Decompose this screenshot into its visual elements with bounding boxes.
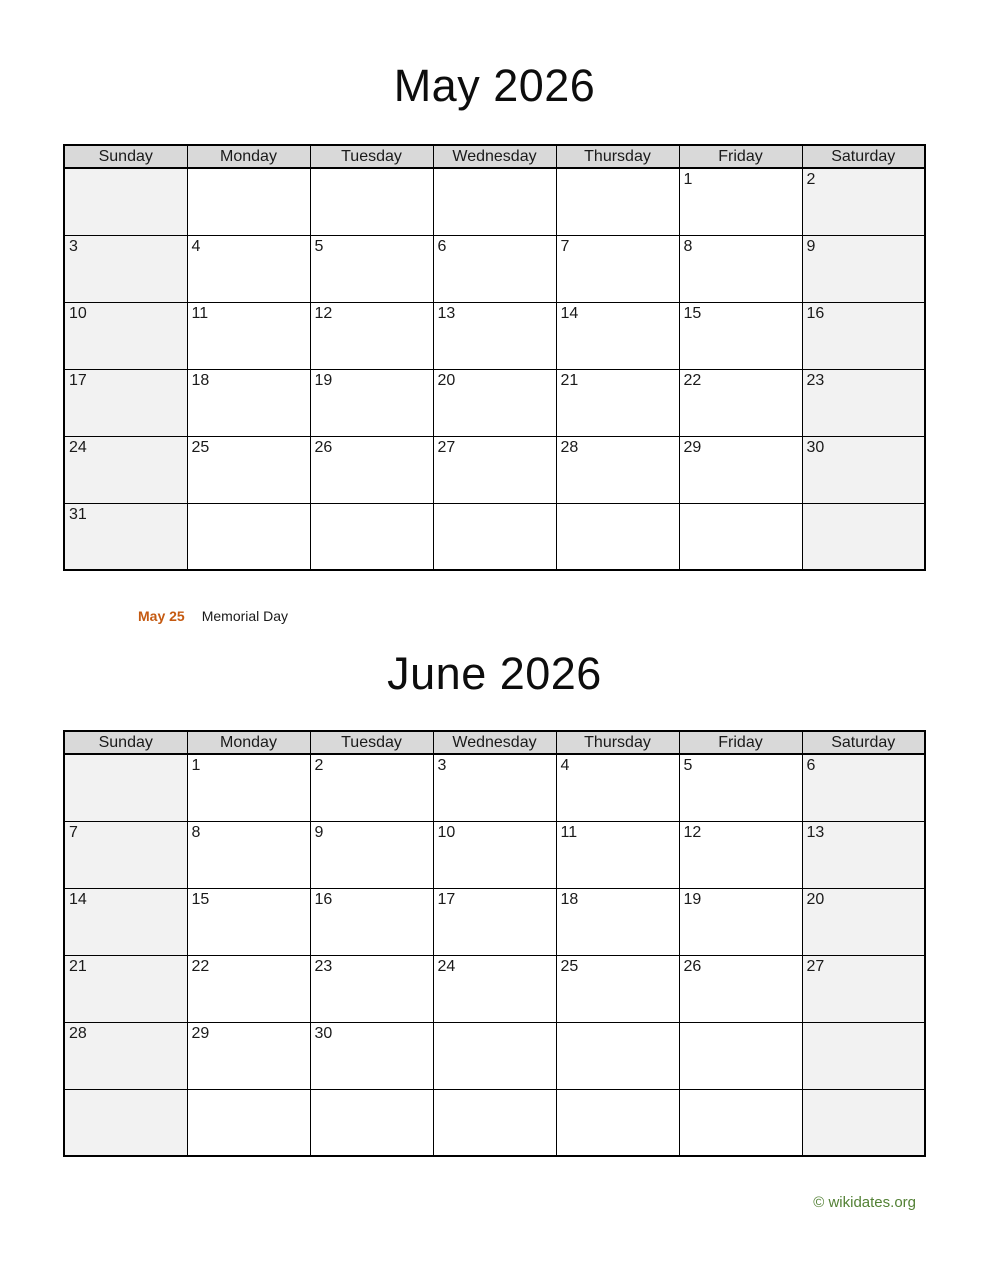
weekday-header-friday: Friday (679, 145, 802, 168)
day-cell-may-15: 15 (679, 302, 802, 369)
day-cell-may-14: 14 (556, 302, 679, 369)
day-cell-june-30: 30 (310, 1022, 433, 1089)
day-cell-empty (310, 503, 433, 570)
day-cell-may-19: 19 (310, 369, 433, 436)
week-row (64, 754, 925, 821)
holiday-date-label: May 25 (138, 608, 185, 624)
holiday-note (138, 606, 288, 626)
weekday-header-row (64, 145, 925, 168)
month-title-june: June 2026 (387, 648, 602, 699)
week-row (64, 1022, 925, 1089)
day-cell-june-19: 19 (679, 888, 802, 955)
day-cell-may-7: 7 (556, 235, 679, 302)
weekday-header-monday: Monday (187, 145, 310, 168)
day-cell-june-16: 16 (310, 888, 433, 955)
weekday-header-sunday: Sunday (64, 731, 187, 754)
week-row (64, 955, 925, 1022)
day-cell-may-30: 30 (802, 436, 925, 503)
day-cell-empty (556, 168, 679, 235)
day-cell-empty (64, 168, 187, 235)
day-cell-may-1: 1 (679, 168, 802, 235)
day-cell-june-15: 15 (187, 888, 310, 955)
weekday-header-row (64, 731, 925, 754)
day-cell-may-26: 26 (310, 436, 433, 503)
day-cell-june-8: 8 (187, 821, 310, 888)
day-cell-june-11: 11 (556, 821, 679, 888)
day-cell-june-22: 22 (187, 955, 310, 1022)
day-cell-empty (187, 503, 310, 570)
day-cell-may-5: 5 (310, 235, 433, 302)
day-cell-may-24: 24 (64, 436, 187, 503)
day-cell-may-4: 4 (187, 235, 310, 302)
month-title-may: May 2026 (393, 60, 596, 111)
day-cell-june-5: 5 (679, 754, 802, 821)
day-cell-june-18: 18 (556, 888, 679, 955)
day-cell-june-23: 23 (310, 955, 433, 1022)
day-cell-may-2: 2 (802, 168, 925, 235)
weekday-header-sunday: Sunday (64, 145, 187, 168)
day-cell-june-9: 9 (310, 821, 433, 888)
weekday-header-monday: Monday (187, 731, 310, 754)
weekday-header-friday: Friday (679, 731, 802, 754)
day-cell-may-6: 6 (433, 235, 556, 302)
weekday-header-thursday: Thursday (556, 145, 679, 168)
week-row (64, 888, 925, 955)
day-cell-june-17: 17 (433, 888, 556, 955)
day-cell-may-17: 17 (64, 369, 187, 436)
week-row (64, 302, 925, 369)
weekday-header-saturday: Saturday (802, 731, 925, 754)
day-cell-june-20: 20 (802, 888, 925, 955)
month-table-june (63, 730, 926, 1157)
footer-credit-link[interactable]: © wikidates.org (813, 1194, 916, 1211)
weekday-header-wednesday: Wednesday (433, 731, 556, 754)
day-cell-june-1: 1 (187, 754, 310, 821)
day-cell-empty (433, 1089, 556, 1156)
day-cell-june-10: 10 (433, 821, 556, 888)
day-cell-empty (64, 1089, 187, 1156)
day-cell-june-13: 13 (802, 821, 925, 888)
day-cell-empty (802, 1022, 925, 1089)
day-cell-empty (556, 1089, 679, 1156)
day-cell-june-25: 25 (556, 955, 679, 1022)
weekday-header-saturday: Saturday (802, 145, 925, 168)
day-cell-may-9: 9 (802, 235, 925, 302)
day-cell-june-4: 4 (556, 754, 679, 821)
day-cell-empty (556, 1022, 679, 1089)
day-cell-may-21: 21 (556, 369, 679, 436)
day-cell-empty (310, 168, 433, 235)
week-row (64, 436, 925, 503)
day-cell-may-18: 18 (187, 369, 310, 436)
day-cell-june-3: 3 (433, 754, 556, 821)
day-cell-may-10: 10 (64, 302, 187, 369)
day-cell-may-25: 25 (187, 436, 310, 503)
week-row (64, 168, 925, 235)
day-cell-june-24: 24 (433, 955, 556, 1022)
day-cell-may-13: 13 (433, 302, 556, 369)
weekday-header-tuesday: Tuesday (310, 731, 433, 754)
week-row (64, 821, 925, 888)
day-cell-may-29: 29 (679, 436, 802, 503)
day-cell-may-11: 11 (187, 302, 310, 369)
day-cell-may-31: 31 (64, 503, 187, 570)
day-cell-june-7: 7 (64, 821, 187, 888)
month-table-may (63, 144, 926, 571)
day-cell-june-2: 2 (310, 754, 433, 821)
week-row (64, 503, 925, 570)
day-cell-may-3: 3 (64, 235, 187, 302)
day-cell-empty (433, 503, 556, 570)
day-cell-june-29: 29 (187, 1022, 310, 1089)
day-cell-empty (310, 1089, 433, 1156)
day-cell-empty (433, 168, 556, 235)
day-cell-may-16: 16 (802, 302, 925, 369)
week-row (64, 1089, 925, 1156)
day-cell-june-21: 21 (64, 955, 187, 1022)
weekday-header-thursday: Thursday (556, 731, 679, 754)
day-cell-empty (433, 1022, 556, 1089)
day-cell-june-26: 26 (679, 955, 802, 1022)
day-cell-empty (556, 503, 679, 570)
day-cell-empty (802, 503, 925, 570)
day-cell-may-28: 28 (556, 436, 679, 503)
day-cell-may-27: 27 (433, 436, 556, 503)
day-cell-june-12: 12 (679, 821, 802, 888)
day-cell-may-22: 22 (679, 369, 802, 436)
day-cell-june-6: 6 (802, 754, 925, 821)
holiday-name-label: Memorial Day (201, 608, 289, 624)
day-cell-may-23: 23 (802, 369, 925, 436)
day-cell-empty (187, 168, 310, 235)
weekday-header-wednesday: Wednesday (433, 145, 556, 168)
day-cell-may-12: 12 (310, 302, 433, 369)
day-cell-june-27: 27 (802, 955, 925, 1022)
day-cell-empty (64, 754, 187, 821)
day-cell-empty (679, 1022, 802, 1089)
day-cell-june-14: 14 (64, 888, 187, 955)
day-cell-empty (802, 1089, 925, 1156)
weekday-header-tuesday: Tuesday (310, 145, 433, 168)
day-cell-empty (187, 1089, 310, 1156)
day-cell-june-28: 28 (64, 1022, 187, 1089)
week-row (64, 369, 925, 436)
day-cell-empty (679, 1089, 802, 1156)
day-cell-may-8: 8 (679, 235, 802, 302)
day-cell-may-20: 20 (433, 369, 556, 436)
day-cell-empty (679, 503, 802, 570)
week-row (64, 235, 925, 302)
